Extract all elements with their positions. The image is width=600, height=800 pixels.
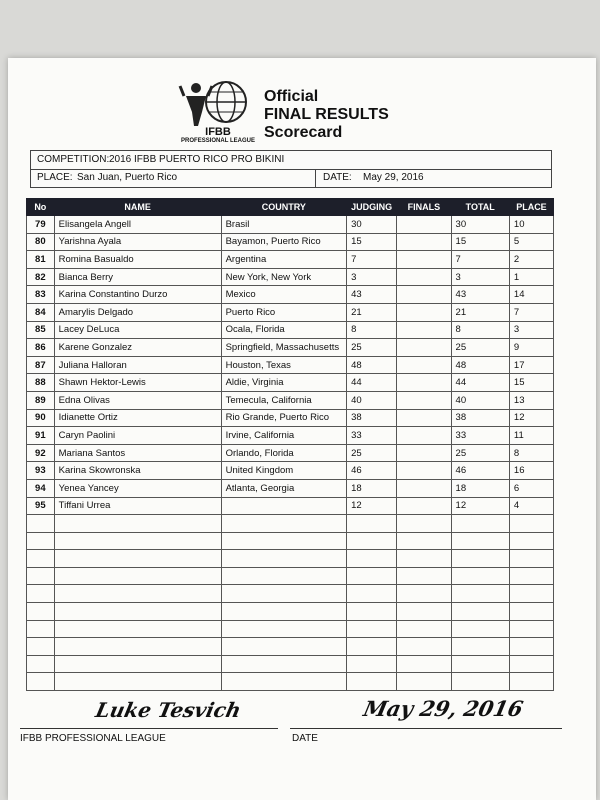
cell-place: 10 xyxy=(509,216,553,234)
table-row xyxy=(27,620,554,638)
cell-name xyxy=(54,673,221,691)
cell-no xyxy=(27,603,55,621)
cell-no: 91 xyxy=(27,427,55,445)
page-title xyxy=(264,88,389,142)
cell-finals xyxy=(397,268,451,286)
handwritten-date: May 29, 2016 xyxy=(361,696,526,721)
cell-judging: 43 xyxy=(347,286,397,304)
cell-finals xyxy=(397,216,451,234)
cell-place xyxy=(509,515,553,533)
table-row xyxy=(27,409,554,427)
results-table xyxy=(26,198,554,691)
signature-line xyxy=(20,728,278,729)
cell-place: 9 xyxy=(509,339,553,357)
cell-name: Romina Basualdo xyxy=(54,251,221,269)
cell-name xyxy=(54,567,221,585)
cell-judging: 33 xyxy=(347,427,397,445)
cell-total xyxy=(451,655,509,673)
cell-finals xyxy=(397,603,451,621)
cell-country xyxy=(221,497,347,515)
table-row xyxy=(27,655,554,673)
ifbb-logo-icon xyxy=(178,78,258,144)
cell-total: 43 xyxy=(451,286,509,304)
table-row xyxy=(27,567,554,585)
cell-finals xyxy=(397,585,451,603)
cell-total xyxy=(451,638,509,656)
cell-judging xyxy=(347,550,397,568)
cell-judging xyxy=(347,620,397,638)
cell-finals xyxy=(397,356,451,374)
cell-no: 86 xyxy=(27,339,55,357)
table-row xyxy=(27,286,554,304)
cell-finals xyxy=(397,620,451,638)
cell-name: Karene Gonzalez xyxy=(54,339,221,357)
cell-finals xyxy=(397,409,451,427)
scorecard-header xyxy=(178,78,438,148)
cell-place: 2 xyxy=(509,251,553,269)
cell-total: 46 xyxy=(451,462,509,480)
competition-value: 2016 IFBB PUERTO RICO PRO BIKINI xyxy=(109,154,285,165)
cell-total xyxy=(451,532,509,550)
cell-country xyxy=(221,673,347,691)
cell-place xyxy=(509,567,553,585)
cell-total xyxy=(451,567,509,585)
cell-country: Brasil xyxy=(221,216,347,234)
cell-country: Ocala, Florida xyxy=(221,321,347,339)
col-header-judging: JUDGING xyxy=(347,199,397,216)
cell-finals xyxy=(397,550,451,568)
cell-finals xyxy=(397,497,451,515)
cell-country xyxy=(221,638,347,656)
cell-no: 79 xyxy=(27,216,55,234)
cell-total xyxy=(451,620,509,638)
cell-place xyxy=(509,673,553,691)
competition-label: COMPETITION: xyxy=(37,154,110,165)
cell-place xyxy=(509,655,553,673)
cell-finals xyxy=(397,374,451,392)
table-row xyxy=(27,427,554,445)
table-row xyxy=(27,550,554,568)
table-row xyxy=(27,585,554,603)
logo-subtext: PROFESSIONAL LEAGUE xyxy=(181,138,255,144)
cell-no xyxy=(27,638,55,656)
cell-name: Bianca Berry xyxy=(54,268,221,286)
cell-total xyxy=(451,585,509,603)
cell-judging: 15 xyxy=(347,233,397,251)
cell-finals xyxy=(397,427,451,445)
cell-total: 3 xyxy=(451,268,509,286)
cell-name xyxy=(54,515,221,533)
signature-area xyxy=(8,698,596,778)
table-row xyxy=(27,356,554,374)
cell-country: United Kingdom xyxy=(221,462,347,480)
cell-total: 18 xyxy=(451,479,509,497)
cell-finals xyxy=(397,567,451,585)
table-row xyxy=(27,444,554,462)
cell-total: 7 xyxy=(451,251,509,269)
cell-judging: 7 xyxy=(347,251,397,269)
col-header-country: COUNTRY xyxy=(221,199,347,216)
cell-total: 8 xyxy=(451,321,509,339)
cell-total: 25 xyxy=(451,339,509,357)
date-value: May 29, 2016 xyxy=(363,172,424,183)
cell-name xyxy=(54,603,221,621)
table-row xyxy=(27,268,554,286)
cell-name: Caryn Paolini xyxy=(54,427,221,445)
cell-finals xyxy=(397,673,451,691)
table-row xyxy=(27,515,554,533)
cell-judging xyxy=(347,638,397,656)
table-row xyxy=(27,462,554,480)
cell-country: Aldie, Virginia xyxy=(221,374,347,392)
cell-finals xyxy=(397,339,451,357)
cell-place: 5 xyxy=(509,233,553,251)
cell-name: Lacey DeLuca xyxy=(54,321,221,339)
table-row xyxy=(27,339,554,357)
competition-row xyxy=(31,151,551,170)
cell-place xyxy=(509,585,553,603)
cell-country: Irvine, California xyxy=(221,427,347,445)
cell-total: 40 xyxy=(451,391,509,409)
cell-judging: 46 xyxy=(347,462,397,480)
table-row xyxy=(27,479,554,497)
cell-total: 38 xyxy=(451,409,509,427)
cell-name: Yarishna Ayala xyxy=(54,233,221,251)
cell-finals xyxy=(397,303,451,321)
cell-place: 7 xyxy=(509,303,553,321)
table-header-row xyxy=(27,199,554,216)
table-row xyxy=(27,391,554,409)
cell-finals xyxy=(397,515,451,533)
cell-judging: 44 xyxy=(347,374,397,392)
cell-no: 90 xyxy=(27,409,55,427)
cell-finals xyxy=(397,444,451,462)
cell-country xyxy=(221,585,347,603)
competition-info-box xyxy=(30,150,552,188)
cell-judging: 25 xyxy=(347,444,397,462)
cell-country: Houston, Texas xyxy=(221,356,347,374)
cell-place: 14 xyxy=(509,286,553,304)
cell-name: Idianette Ortiz xyxy=(54,409,221,427)
cell-finals xyxy=(397,233,451,251)
cell-no xyxy=(27,673,55,691)
cell-no: 84 xyxy=(27,303,55,321)
cell-finals xyxy=(397,391,451,409)
cell-place: 8 xyxy=(509,444,553,462)
cell-judging: 18 xyxy=(347,479,397,497)
table-row xyxy=(27,216,554,234)
cell-total: 25 xyxy=(451,444,509,462)
cell-country xyxy=(221,532,347,550)
cell-place: 3 xyxy=(509,321,553,339)
table-row xyxy=(27,532,554,550)
date-label: DATE: xyxy=(323,172,352,183)
cell-no: 94 xyxy=(27,479,55,497)
cell-finals xyxy=(397,479,451,497)
cell-no: 92 xyxy=(27,444,55,462)
cell-name: Yenea Yancey xyxy=(54,479,221,497)
cell-country xyxy=(221,550,347,568)
cell-place xyxy=(509,603,553,621)
cell-total: 44 xyxy=(451,374,509,392)
cell-judging xyxy=(347,532,397,550)
cell-place: 6 xyxy=(509,479,553,497)
cell-country xyxy=(221,515,347,533)
cell-judging: 21 xyxy=(347,303,397,321)
cell-judging: 3 xyxy=(347,268,397,286)
cell-judging: 48 xyxy=(347,356,397,374)
col-header-total: TOTAL xyxy=(451,199,509,216)
cell-total xyxy=(451,515,509,533)
cell-country: Bayamon, Puerto Rico xyxy=(221,233,347,251)
cell-name: Elisangela Angell xyxy=(54,216,221,234)
cell-no xyxy=(27,655,55,673)
cell-judging xyxy=(347,567,397,585)
cell-place: 17 xyxy=(509,356,553,374)
cell-judging: 25 xyxy=(347,339,397,357)
cell-no: 81 xyxy=(27,251,55,269)
cell-name: Juliana Halloran xyxy=(54,356,221,374)
cell-name: Edna Olivas xyxy=(54,391,221,409)
results-body xyxy=(27,216,554,691)
cell-total xyxy=(451,673,509,691)
cell-country: Springfield, Massachusetts xyxy=(221,339,347,357)
cell-country: Mexico xyxy=(221,286,347,304)
cell-no: 87 xyxy=(27,356,55,374)
cell-total: 21 xyxy=(451,303,509,321)
cell-finals xyxy=(397,532,451,550)
cell-name: Tiffani Urrea xyxy=(54,497,221,515)
cell-no: 89 xyxy=(27,391,55,409)
cell-finals xyxy=(397,655,451,673)
cell-judging: 40 xyxy=(347,391,397,409)
cell-place xyxy=(509,620,553,638)
cell-place: 16 xyxy=(509,462,553,480)
table-row xyxy=(27,603,554,621)
cell-total: 12 xyxy=(451,497,509,515)
cell-place xyxy=(509,532,553,550)
cell-no xyxy=(27,567,55,585)
cell-total: 15 xyxy=(451,233,509,251)
signature-label: IFBB PROFESSIONAL LEAGUE xyxy=(20,733,166,744)
cell-name xyxy=(54,585,221,603)
table-row xyxy=(27,303,554,321)
title-line-2: FINAL RESULTS xyxy=(264,106,389,123)
cell-country: Temecula, California xyxy=(221,391,347,409)
cell-judging xyxy=(347,655,397,673)
judge-signature: Luke Tesvich xyxy=(93,698,244,722)
cell-total: 30 xyxy=(451,216,509,234)
cell-place: 12 xyxy=(509,409,553,427)
cell-name xyxy=(54,550,221,568)
cell-name: Karina Constantino Durzo xyxy=(54,286,221,304)
cell-no: 83 xyxy=(27,286,55,304)
col-header-finals: FINALS xyxy=(397,199,451,216)
table-row xyxy=(27,673,554,691)
cell-country: Atlanta, Georgia xyxy=(221,479,347,497)
cell-total xyxy=(451,603,509,621)
cell-country: Puerto Rico xyxy=(221,303,347,321)
cell-judging xyxy=(347,603,397,621)
place-value: San Juan, Puerto Rico xyxy=(77,172,178,183)
logo-text: IFBB xyxy=(205,126,231,138)
cell-total: 48 xyxy=(451,356,509,374)
cell-no xyxy=(27,550,55,568)
cell-name xyxy=(54,620,221,638)
cell-judging xyxy=(347,515,397,533)
cell-finals xyxy=(397,462,451,480)
cell-name xyxy=(54,532,221,550)
place-label: PLACE: xyxy=(37,172,73,183)
cell-place: 13 xyxy=(509,391,553,409)
col-header-place: PLACE xyxy=(509,199,553,216)
cell-judging: 8 xyxy=(347,321,397,339)
cell-name: Mariana Santos xyxy=(54,444,221,462)
cell-country xyxy=(221,620,347,638)
date-divider xyxy=(315,169,316,187)
cell-no: 80 xyxy=(27,233,55,251)
date-line-label: DATE xyxy=(292,733,318,744)
title-line-3: Scorecard xyxy=(264,124,343,141)
cell-no xyxy=(27,515,55,533)
col-header-no: No xyxy=(27,199,55,216)
cell-no xyxy=(27,532,55,550)
cell-no xyxy=(27,585,55,603)
col-header-name: NAME xyxy=(54,199,221,216)
cell-no: 95 xyxy=(27,497,55,515)
cell-finals xyxy=(397,286,451,304)
cell-judging xyxy=(347,673,397,691)
table-row xyxy=(27,638,554,656)
date-line xyxy=(290,728,562,729)
cell-country: Argentina xyxy=(221,251,347,269)
cell-place: 1 xyxy=(509,268,553,286)
cell-place: 15 xyxy=(509,374,553,392)
cell-country xyxy=(221,567,347,585)
cell-name xyxy=(54,638,221,656)
cell-finals xyxy=(397,638,451,656)
cell-total xyxy=(451,550,509,568)
cell-country: Rio Grande, Puerto Rico xyxy=(221,409,347,427)
place-date-row xyxy=(31,169,551,187)
cell-country: New York, New York xyxy=(221,268,347,286)
cell-place xyxy=(509,550,553,568)
cell-name: Amarylis Delgado xyxy=(54,303,221,321)
cell-name xyxy=(54,655,221,673)
cell-country: Orlando, Florida xyxy=(221,444,347,462)
cell-no xyxy=(27,620,55,638)
cell-place: 11 xyxy=(509,427,553,445)
table-row xyxy=(27,321,554,339)
table-row xyxy=(27,233,554,251)
cell-no: 93 xyxy=(27,462,55,480)
cell-no: 85 xyxy=(27,321,55,339)
cell-judging: 12 xyxy=(347,497,397,515)
cell-no: 82 xyxy=(27,268,55,286)
table-row xyxy=(27,374,554,392)
cell-place xyxy=(509,638,553,656)
cell-finals xyxy=(397,321,451,339)
cell-total: 33 xyxy=(451,427,509,445)
cell-finals xyxy=(397,251,451,269)
scorecard-sheet xyxy=(8,58,596,800)
cell-judging: 30 xyxy=(347,216,397,234)
table-row xyxy=(27,251,554,269)
cell-place: 4 xyxy=(509,497,553,515)
cell-name: Karina Skowronska xyxy=(54,462,221,480)
cell-no: 88 xyxy=(27,374,55,392)
cell-name: Shawn Hektor-Lewis xyxy=(54,374,221,392)
cell-judging: 38 xyxy=(347,409,397,427)
cell-country xyxy=(221,603,347,621)
table-row xyxy=(27,497,554,515)
title-line-1: Official xyxy=(264,88,319,105)
cell-country xyxy=(221,655,347,673)
cell-judging xyxy=(347,585,397,603)
